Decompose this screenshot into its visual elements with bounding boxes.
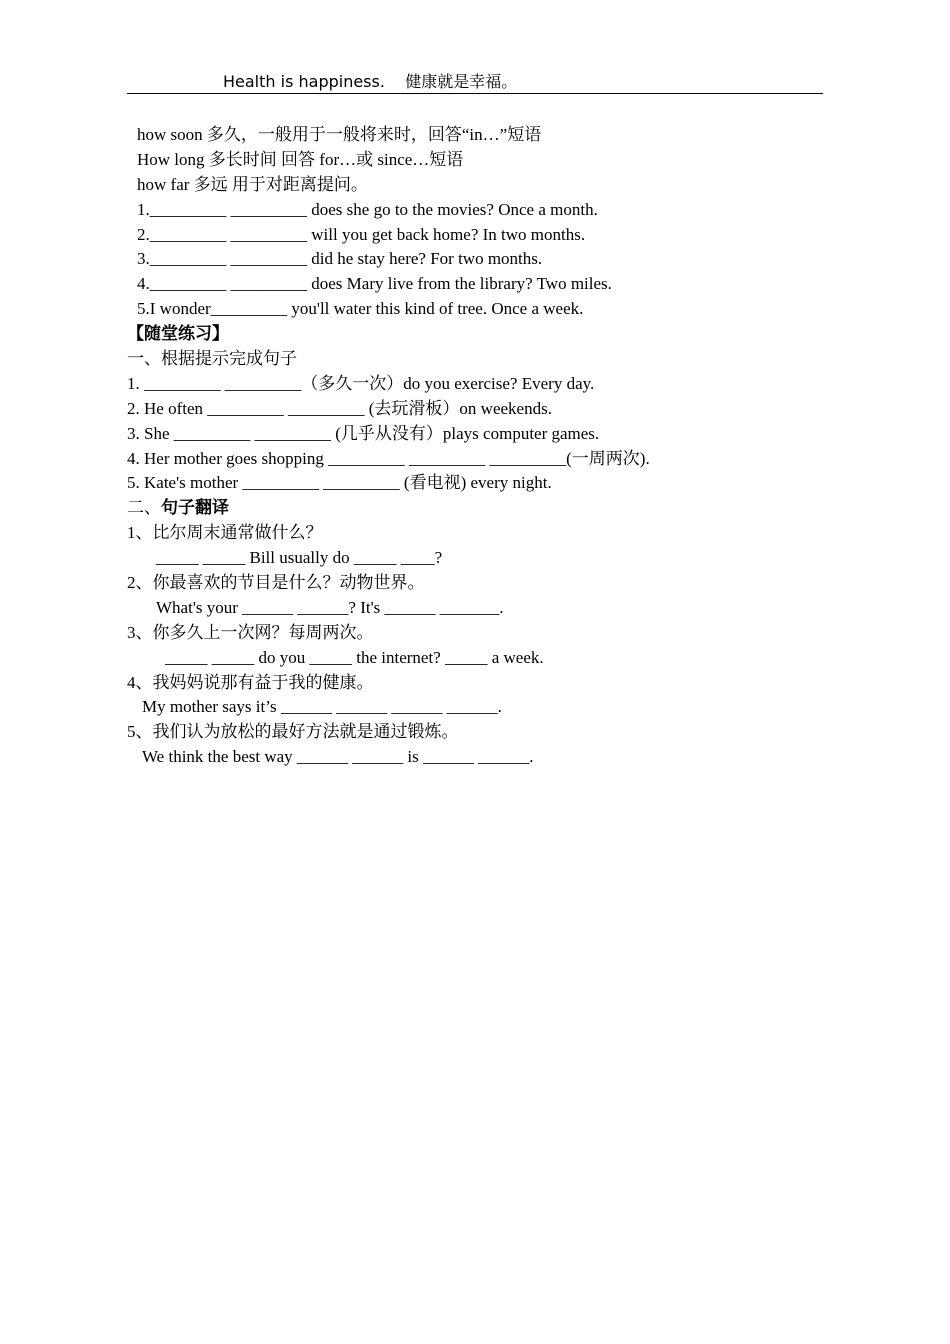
section1-item-2: 2. He often _________ _________ (去玩滑板）on weekends.: [127, 398, 552, 418]
section2-title-prefix: 二、: [127, 498, 161, 518]
warmup-exercise-3: 3._________ _________ did he stay here? For two months.: [137, 249, 543, 269]
section1-item-1: 1. _________ _________（多久一次）do you exercise? Every day.: [127, 373, 595, 393]
section2-prompt-5: 5、我们认为放松的最好方法就是通过锻炼。: [127, 722, 459, 742]
section2-answer-3: _____ _____ do you _____ the internet? _____ a week.: [165, 647, 544, 667]
section1-title: 一、根据提示完成句子: [127, 349, 297, 369]
section2-title-bold: 句子翻译: [161, 498, 229, 518]
warmup-exercise-4: 4._________ _________ does Mary live from the library? Two miles.: [137, 274, 612, 294]
section2-answer-5: We think the best way ______ ______ is ______ ______.: [142, 747, 534, 767]
warmup-exercise-2: 2._________ _________ will you get back home? In two months.: [137, 224, 586, 244]
section2-title: [127, 496, 827, 521]
warmup-exercise-1: 1._________ _________ does she go to the movies? Once a month.: [137, 199, 598, 219]
section2-prompt-3: 3、你多久上一次网？每周两次。: [127, 622, 374, 642]
section2-prompt-1: 1、比尔周末通常做什么？: [127, 523, 323, 543]
warmup-exercise-5: 5.I wonder_________ you'll water this kind of tree. Once a week.: [137, 299, 584, 319]
page-header: [127, 66, 823, 94]
section1-item-3: 3. She _________ _________ (几乎从没有）plays computer games.: [127, 423, 600, 443]
section2-answer-4: My mother says it’s ______ ______ ______ ______.: [142, 697, 502, 717]
note-how-far: how far 多远 用于对距离提问。: [137, 174, 368, 194]
document-body: [127, 123, 827, 770]
note-how-soon: how soon 多久，一般用于一般将来时，回答“in…”短语: [137, 125, 542, 144]
section2-answer-2: What's your ______ ______? It's ______ _______.: [156, 597, 504, 617]
section2-answer-1: _____ _____ Bill usually do _____ ____?: [156, 548, 443, 568]
note-how-long: How long 多长时间 回答 for…或 since…短语: [137, 149, 464, 169]
header-text: Health is happiness. 健康就是幸福。: [223, 72, 518, 91]
practice-heading: 【随堂练习】: [127, 324, 229, 344]
section1-item-4: 4. Her mother goes shopping _________ _________ _________(一周两次).: [127, 448, 650, 468]
section1-item-5: 5. Kate's mother _________ _________ (看电视) every night.: [127, 473, 552, 493]
section2-prompt-4: 4、我妈妈说那有益于我的健康。: [127, 672, 374, 692]
section2-prompt-2: 2、你最喜欢的节目是什么？动物世界。: [127, 573, 425, 593]
